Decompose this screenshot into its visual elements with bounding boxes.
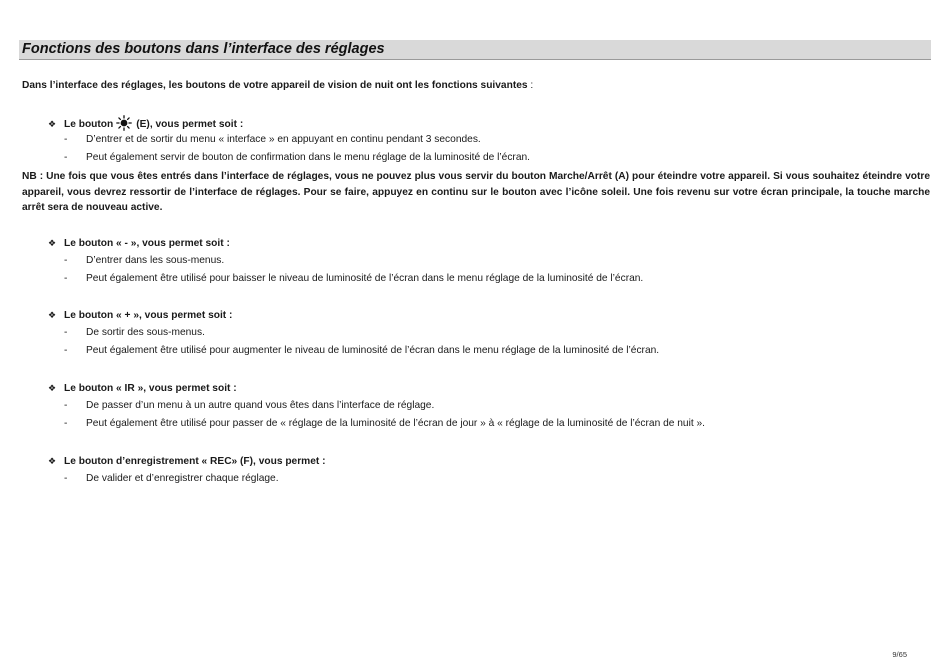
section-sun-button-title [46,115,243,132]
section-rec-button-title [46,454,326,469]
title-part-after: (E), vous permet soit : [136,119,244,130]
dash-marker: - [64,273,68,284]
list-item [64,417,705,431]
section-plus-button-title [46,308,232,323]
list-item [64,133,481,147]
nb-note: NB : Une fois que vous êtes entrés dans l’interface de réglages, vous ne pouvez plus vous servir du bouton Marche/Arrêt (A) pour éteindre votre appareil. Si vous souhaitez éteindre votre appareil, vous devrez ressortir de l’interface de réglages. Pour se faire, appuyez en continu sur le bouton avec l’icône soleil. Une fois revenu sur votre écran principale, la touche marche arrêt sera de nouveau active. [22,171,930,213]
dash-marker: - [64,255,68,266]
sun-icon [116,115,132,131]
diamond-bullet-icon: ❖ [47,119,57,129]
section-title-text: Le bouton d’enregistrement « REC» (F), vous permet : [64,456,326,467]
list-item-text: D’entrer et de sortir du menu « interface » en appuyant en continu pendant 3 secondes. [86,134,481,145]
dash-marker: - [64,400,68,411]
intro-paragraph [22,79,533,93]
list-item [64,344,659,358]
list-item [64,272,643,286]
list-item-text: Peut également être utilisé pour augmenter le niveau de luminosité de l’écran dans le menu réglage de la luminosité de l’écran. [86,345,660,356]
section-minus-button-title [46,236,230,251]
section-title-text: Le bouton « - », vous permet soit : [64,238,230,249]
list-item-text: D’entrer dans les sous-menus. [86,255,225,266]
list-item [64,472,279,486]
page-number: 9/65 [892,650,907,659]
section-heading: Fonctions des boutons dans l’interface des réglages [22,41,385,57]
title-part-before: Le bouton [64,119,114,130]
list-item-text: Peut également être utilisé pour passer de « réglage de la luminosité de l’écran de jour » à « réglage de la luminosité de l’écran de nuit ». [86,418,705,429]
section-ir-button-title [46,381,237,396]
list-item [64,151,530,165]
intro-tail: : [527,80,534,91]
diamond-bullet-icon: ❖ [47,383,57,393]
diamond-bullet-icon: ❖ [47,238,57,248]
dash-marker: - [64,473,68,484]
list-item-text: Peut également servir de bouton de confirmation dans le menu réglage de la luminosité de l’écran. [86,152,530,163]
dash-marker: - [64,327,68,338]
list-item [64,326,205,340]
section-title-text: Le bouton « IR », vous permet soit : [64,383,237,394]
list-item [64,254,224,268]
intro-bold: Dans l’interface des réglages, les boutons de votre appareil de vision de nuit ont les fonctions suivantes [22,80,528,91]
list-item-text: De passer d’un menu à un autre quand vous êtes dans l’interface de réglage. [86,400,435,411]
list-item-text: Peut également être utilisé pour baisser le niveau de luminosité de l’écran dans le menu réglage de la luminosité de l’écran. [86,273,644,284]
diamond-bullet-icon: ❖ [47,456,57,466]
section-title-text: Le bouton « + », vous permet soit : [64,310,233,321]
dash-marker: - [64,134,68,145]
dash-marker: - [64,345,68,356]
dash-marker: - [64,418,68,429]
list-item-text: De sortir des sous-menus. [86,327,205,338]
section-heading-bar [19,40,931,60]
list-item-text: De valider et d’enregistrer chaque réglage. [86,473,279,484]
dash-marker: - [64,152,68,163]
diamond-bullet-icon: ❖ [47,310,57,320]
list-item [64,399,434,413]
